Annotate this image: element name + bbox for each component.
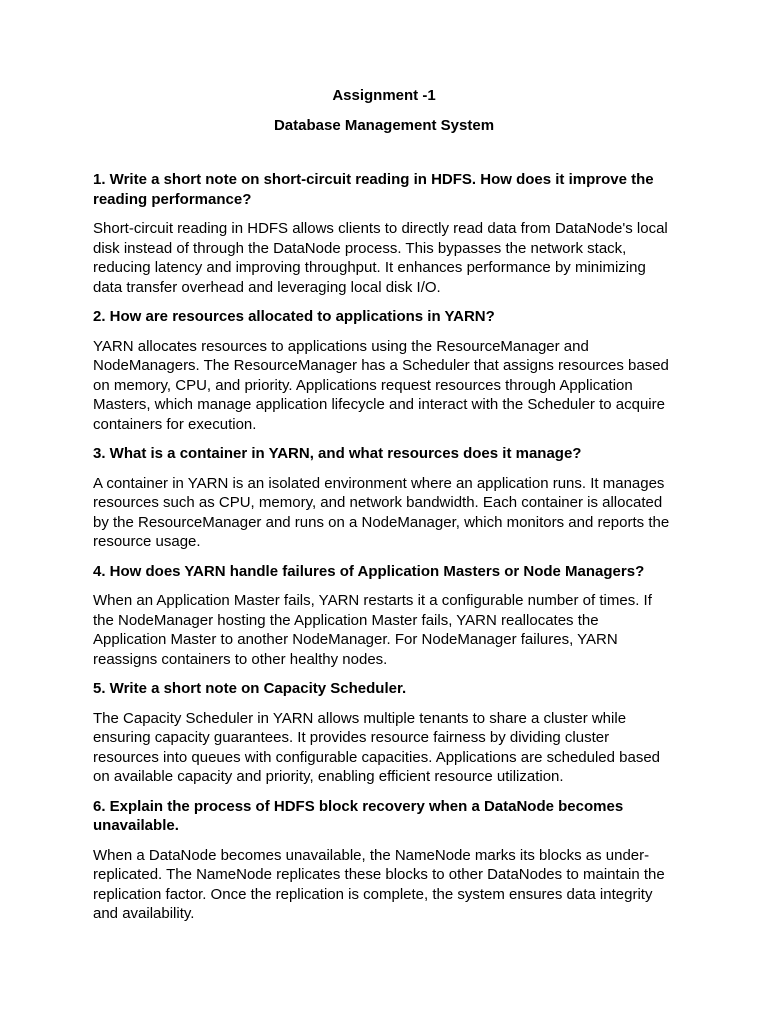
- answer-4: When an Application Master fails, YARN restarts it a configurable number of times. If the NodeManager hosting the Application Master fails, YARN reallocates the Application Master to another NodeManager. For NodeManager failures, YARN reassigns containers to other healthy nodes.: [93, 592, 652, 668]
- document-title: Assignment -1: [332, 87, 436, 104]
- answer-2: YARN allocates resources to applications using the ResourceManager and NodeManagers. The ResourceManager has a Scheduler that assigns resources based on memory, CPU, and priority. Applications request resources through Application Masters, which manage application lifecycle and interact with the Scheduler to acquire containers for execution.: [93, 337, 669, 433]
- document-subtitle: Database Management System: [273, 117, 495, 134]
- qa-item-1: [93, 170, 675, 297]
- question-6: 6. Explain the process of HDFS block recovery when a DataNode becomes unavailable.: [93, 797, 624, 834]
- qa-item-2: [93, 307, 675, 434]
- question-4: 4. How does YARN handle failures of Application Masters or Node Managers?: [93, 562, 645, 580]
- qa-item-5: [93, 679, 675, 787]
- question-5: 5. Write a short note on Capacity Scheduler.: [93, 680, 407, 697]
- answer-1: Short-circuit reading in HDFS allows clients to directly read data from DataNode's local disk instead of through the DataNode process. This bypasses the network stack, reducing latency and improving throughput. It enhances performance by minimizing data transfer overhead and leveraging local disk I/O.: [93, 220, 668, 296]
- answer-6: When a DataNode becomes unavailable, the NameNode marks its blocks as under-replicated. The NameNode replicates these blocks to other DataNodes to maintain the replication factor. Once the replication is complete, the system ensures data integrity and availability.: [93, 846, 665, 922]
- qa-item-3: [93, 444, 675, 552]
- question-1: 1. Write a short note on short-circuit reading in HDFS. How does it improve the reading performance?: [93, 171, 654, 208]
- question-2: 2. How are resources allocated to applications in YARN?: [93, 308, 495, 325]
- qa-item-6: [93, 797, 675, 924]
- qa-item-4: [93, 562, 675, 670]
- answer-5: The Capacity Scheduler in YARN allows multiple tenants to share a cluster while ensuring capacity guarantees. It provides resource fairness by dividing cluster resources into queues with configurable capacities. Applications are scheduled based on available capacity and priority, enabling efficient resource utilization.: [93, 709, 661, 785]
- answer-3: A container in YARN is an isolated environment where an application runs. It manages resources such as CPU, memory, and network bandwidth. Each container is allocated by the ResourceManager and runs on a NodeManager, which monitors and reports the resource usage.: [93, 474, 670, 550]
- question-3: 3. What is a container in YARN, and what resources does it manage?: [93, 445, 582, 462]
- qa-list: [93, 170, 675, 924]
